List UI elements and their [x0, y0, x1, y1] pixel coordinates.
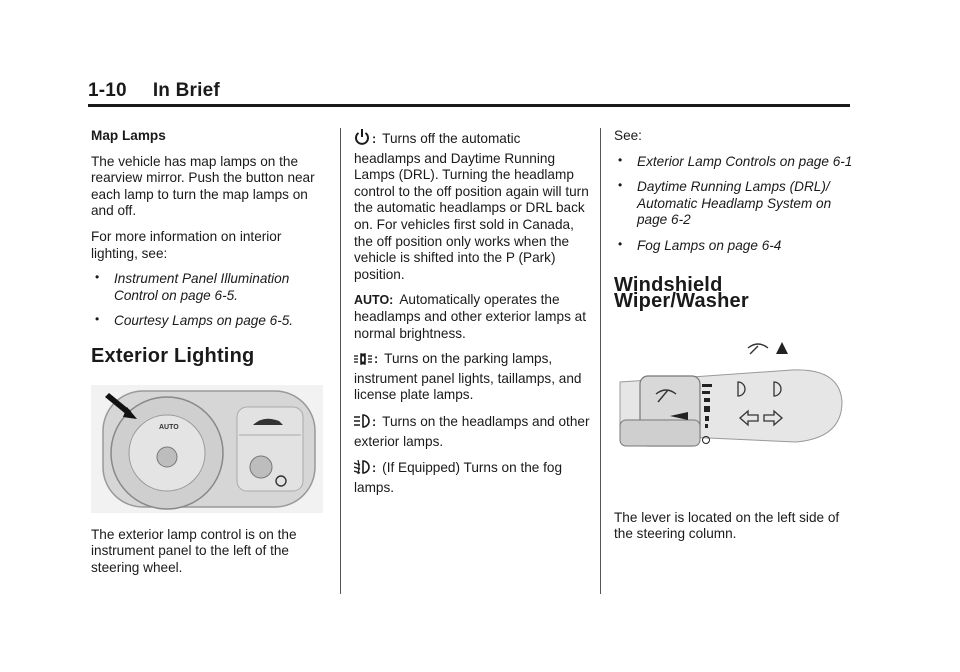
interior-links	[91, 271, 325, 330]
off-paragraph	[354, 128, 590, 283]
dial-auto-label: AUTO	[159, 423, 179, 431]
column-3	[614, 128, 854, 552]
exterior-links	[614, 154, 854, 255]
column-2	[354, 128, 590, 505]
fog-paragraph	[354, 459, 590, 496]
exterior-caption: The exterior lamp control is on the instrument panel to the left of the steering wheel.	[91, 526, 297, 575]
column-1	[91, 128, 325, 585]
column-divider-2	[600, 128, 601, 594]
page-number: 1-10	[88, 80, 127, 101]
headlamp-icon	[354, 413, 370, 434]
link-drl-automatic[interactable]: • Daytime Running Lamps (DRL)/ Automatic Headlamp System on page 6-2	[614, 179, 854, 229]
link-fog-lamps[interactable]: • Fog Lamps on page 6-4	[614, 238, 854, 255]
fog-text: (If Equipped) Turns on the fog lamps.	[354, 460, 563, 495]
exterior-lamp-control-figure	[91, 385, 323, 513]
chapter-title: In Brief	[152, 80, 220, 101]
wiper-lever-figure	[614, 330, 850, 490]
exterior-lighting-title: Exterior Lighting	[91, 344, 255, 367]
fog-colon: :	[372, 461, 377, 476]
link-instrument-panel[interactable]: • Instrument Panel Illumination Control on page 6-5.	[91, 271, 325, 304]
parking-paragraph	[354, 351, 590, 404]
column-divider-1	[340, 128, 341, 594]
link-exterior-lamp-controls[interactable]: • Exterior Lamp Controls on page 6-1	[614, 154, 854, 171]
lever-caption: The lever is located on the left side of the steering column.	[614, 509, 840, 542]
headlamps-text: Turns on the headlamps and other exterior lamps.	[354, 413, 590, 449]
power-icon	[354, 128, 370, 151]
wiper-washer-title: Windshield Wiper/Washer	[614, 273, 749, 313]
fog-lamp-icon	[354, 459, 370, 480]
map-lamps-text: The vehicle has map lamps on the rearview mirror. Push the button near each lamp to turn the map lamps on and off.	[91, 153, 315, 219]
auto-label: AUTO:	[354, 293, 394, 308]
off-text: Turns off the automatic headlamps and Daytime Running Lamps (DRL). Turning the headlamp control to the off position again will turn the automatic headlamps or DRL back on. For vehicles first sold in Canada, the off position only works when the vehicle is shifted into the P (Park) position.	[354, 131, 589, 282]
parking-colon: :	[374, 352, 379, 367]
auto-text: Automatically operates the headlamps and other exterior lamps at normal brightness.	[354, 292, 586, 341]
knob-tip	[620, 420, 700, 446]
headlamps-colon: :	[372, 414, 377, 429]
parking-text: Turns on the parking lamps, instrument panel lights, taillamps, and license plate lamps.	[354, 351, 582, 403]
off-colon: :	[372, 132, 377, 146]
header-rule	[88, 104, 850, 107]
page-header	[88, 80, 848, 102]
parking-lamp-icon	[354, 352, 372, 371]
knob-small	[250, 456, 272, 478]
link-courtesy-lamps[interactable]: • Courtesy Lamps on page 6-5.	[91, 313, 325, 330]
auto-paragraph	[354, 292, 590, 342]
see-label: See:	[614, 128, 642, 143]
header-text	[88, 80, 848, 102]
more-info-text: For more information on interior lighting, see:	[91, 228, 282, 261]
map-lamps-heading: Map Lamps	[91, 128, 166, 143]
headlamps-paragraph	[354, 413, 590, 450]
